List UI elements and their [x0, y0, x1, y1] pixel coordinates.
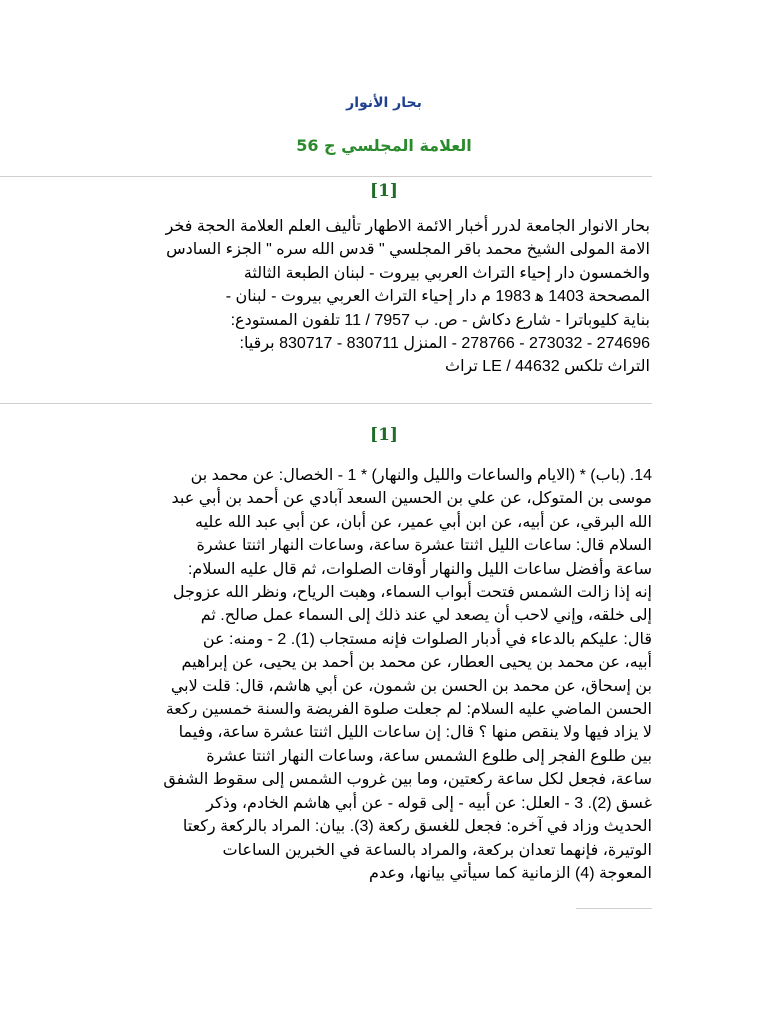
text-line: ساعة، فجعل لكل ساعة ركعتين، وما بين غروب الشمس إلى سقوط الشفق — [163, 771, 652, 789]
text-line: لا يزاد فيها ولا ينقص منها ؟ قال: إن ساعات الليل اثنتا عشرة ساعة، وفيما — [178, 724, 652, 742]
text-line: أبيه، عن محمد بن يحيى العطار، عن محمد بن أحمد بن يحيى، عن إبراهيم — [181, 654, 652, 672]
text-line: قال: عليكم بالدعاء في أدبار الصلوات فإنه مستجاب (1). 2 - ومنه: عن — [202, 630, 652, 648]
text-line: الله البرقي، عن أبيه، عن ابن أبي عمير، عن أبان، عن أبي عبد الله عليه — [195, 513, 652, 531]
text-line: والخمسون دار إحياء التراث العربي بيروت - لبنان الطبعة الثالثة — [243, 264, 650, 282]
page-marker: [1] — [370, 425, 398, 445]
text-line: المعوجة (4) الزمانية كما سيأتي بيانها، وعدم — [369, 864, 652, 882]
text-line: التراث تلكس LE / 44632 تراث — [445, 358, 650, 376]
book-author-volume: العلامة المجلسي ج 56 — [296, 136, 472, 155]
divider-top — [0, 176, 652, 177]
text-line: بحار الانوار الجامعة لدرر أخبار الائمة الاطهار تأليف العلم العلامة الحجة فخر — [165, 218, 650, 235]
text-line: الامة المولى الشيخ محمد باقر المجلسي " قدس الله سره " الجزء السادس — [166, 241, 650, 259]
page-marker: [1] — [370, 181, 398, 201]
text-line: إلى خلقه، وإني لاحب أن يصعد لي عند ذلك إلى السماء عمل صالح. ثم — [200, 607, 652, 625]
text-line: موسى بن المتوكل، عن علي بن الحسين السعد آبادي عن أحمد بن أبي عبد — [171, 490, 652, 508]
text-line: 274696 - 273032 - 278766 - المنزل 830711 - 830717 برقيا: — [239, 335, 650, 353]
text-line: غسق (2). 3 - العلل: عن أبيه - إلى قوله - عن أبي هاشم الخادم، وذكر — [206, 794, 652, 812]
text-line: بناية كليوباترا - شارع دكاش - ص. ب 7957 / 11 تلفون المستودع: — [230, 311, 650, 329]
text-line: 14. (باب) * (الايام والساعات والليل والنهار) * 1 - الخصال: عن محمد بن — [190, 467, 652, 484]
text-line: إنه إذا زالت الشمس فتحت أبواب السماء، وهبت الرياح، ونظر الله عزوجل — [172, 584, 652, 602]
text-line: بن إسحاق، عن محمد بن الحسن بن شمون، عن أبي هاشم، قال: قلت لابي — [170, 677, 652, 695]
publication-info — [110, 215, 650, 379]
divider-middle — [0, 403, 652, 404]
text-line: الوتيرة، فإنهما تعدان بركعة، والمراد بالساعة في الخبرين الساعات — [222, 841, 652, 859]
chapter-text — [110, 464, 652, 885]
text-line: ساعة وأفضل ساعات الليل والنهار أوقات الصلوات، ثم قال عليه السلام: — [187, 560, 652, 578]
text-line: المصححة 1403 ه‍ 1983 م دار إحياء التراث العربي بيروت - لبنان - — [225, 288, 650, 306]
divider-bottom — [576, 908, 652, 909]
book-title: بحار الأنوار — [346, 95, 422, 111]
text-line: بين طلوع الفجر إلى طلوع الشمس ساعة، وساعات النهار اثنتا عشرة — [206, 747, 652, 765]
text-line: الحسن الماضي عليه السلام: لم جعلت صلوة الفريضة والسنة خمسين ركعة — [165, 701, 652, 719]
text-line: الحديث وزاد في آخره: فجعل للغسق ركعة (3). بيان: المراد بالركعة ركعتا — [182, 818, 652, 836]
text-line: السلام قال: ساعات الليل اثنتا عشرة ساعة، وساعات النهار اثنتا عشرة — [196, 537, 652, 555]
